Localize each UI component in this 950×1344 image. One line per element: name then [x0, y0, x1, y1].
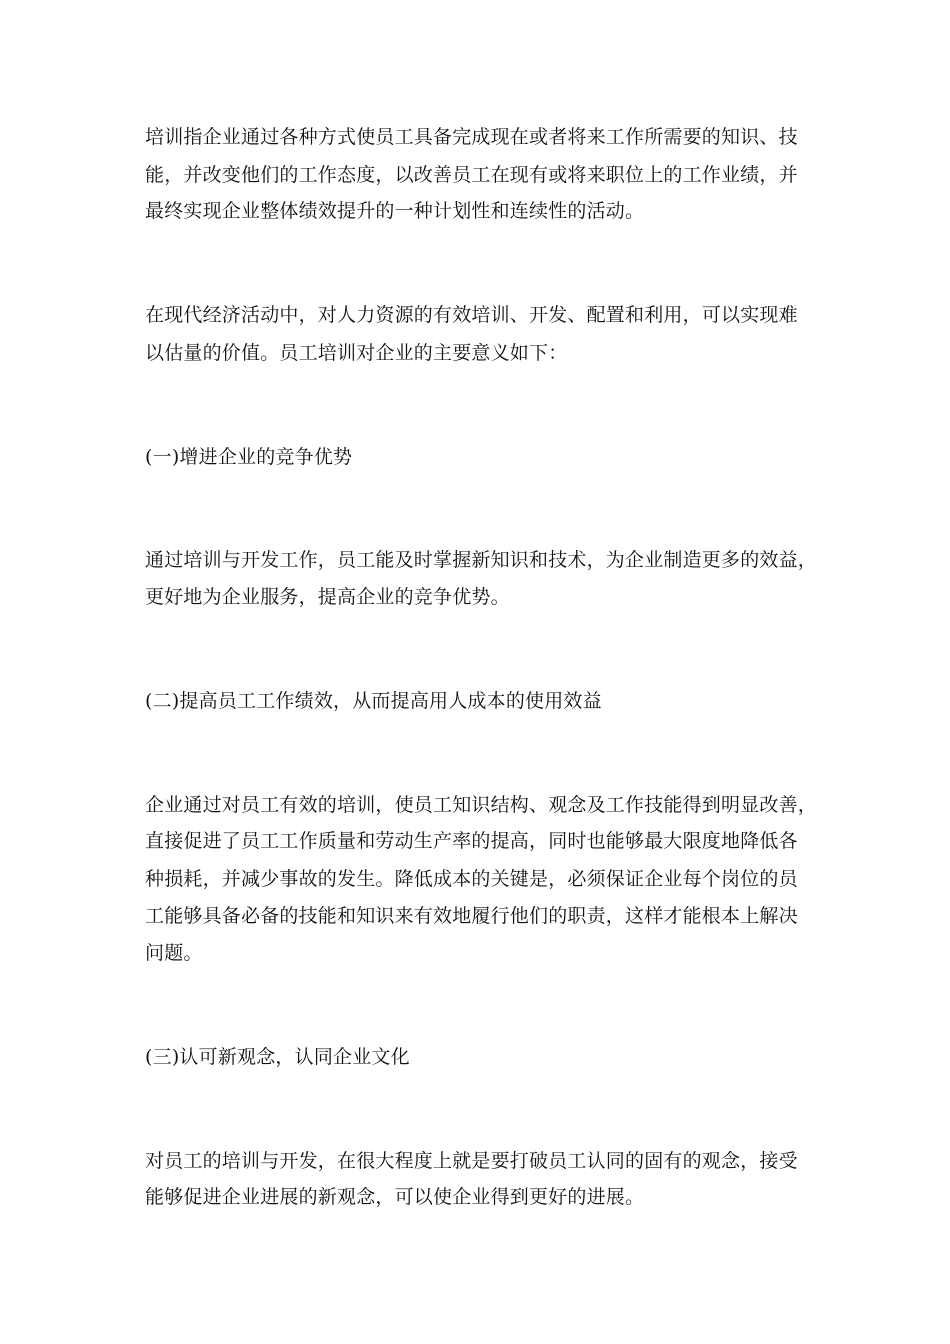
- paragraph-4-line: 企业通过对员工有效的培训，使员工知识结构、观念及工作技能得到明显改善，: [145, 794, 818, 816]
- paragraph-3-line: 通过培训与开发工作，员工能及时掌握新知识和技术，为企业制造更多的效益，: [145, 549, 818, 571]
- paragraph-1-line: 培训指企业通过各种方式使员工具备完成现在或者将来工作所需要的知识、技: [145, 126, 798, 148]
- paragraph-5-line: 对员工的培训与开发，在很大程度上就是要打破员工认同的固有的观念，接受: [145, 1150, 798, 1172]
- paragraph-1-line: 能，并改变他们的工作态度，以改善员工在现有或将来职位上的工作业绩，并: [145, 164, 798, 186]
- paragraph-4-line: 种损耗，并减少事故的发生。降低成本的关键是，必须保证企业每个岗位的员: [145, 868, 798, 890]
- paragraph-1-line: 最终实现企业整体绩效提升的一种计划性和连续性的活动。: [145, 200, 645, 222]
- paragraph-4-line: 直接促进了员工工作质量和劳动生产率的提高，同时也能够最大限度地降低各: [145, 830, 798, 852]
- section-heading-1: (一)增进企业的竞争优势: [145, 446, 353, 468]
- paragraph-3-line: 更好地为企业服务，提高企业的竞争优势。: [145, 586, 510, 608]
- paragraph-4-line: 工能够具备必备的技能和知识来有效地履行他们的职责，这样才能根本上解决: [145, 905, 798, 927]
- section-heading-2: (二)提高员工工作绩效，从而提高用人成本的使用效益: [145, 690, 602, 712]
- section-heading-3: (三)认可新观念，认同企业文化: [145, 1046, 410, 1068]
- paragraph-4-line: 问题。: [145, 942, 203, 964]
- paragraph-5-line: 能够促进企业进展的新观念，可以使企业得到更好的进展。: [145, 1186, 645, 1208]
- paragraph-2-line: 以估量的价值。员工培训对企业的主要意义如下：: [145, 342, 568, 364]
- paragraph-2-line: 在现代经济活动中，对人力资源的有效培训、开发、配置和利用，可以实现难: [145, 304, 798, 326]
